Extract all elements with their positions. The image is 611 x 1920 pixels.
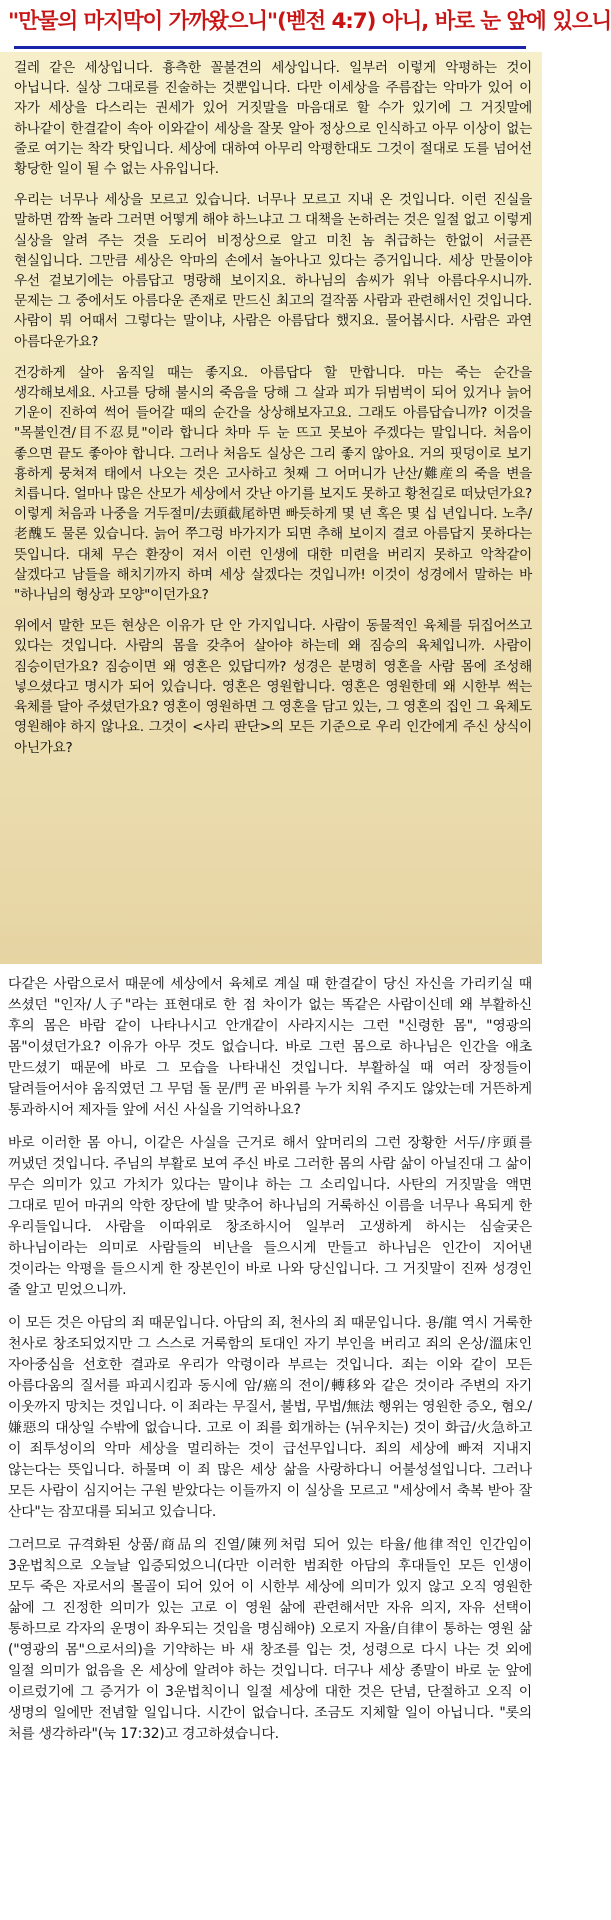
page-title: "만물의 마지막이 가까왔으니"(벧전 4:7) 아니, 바로 눈 앞에 있으니: [8, 9, 611, 34]
paragraph-3: 건강하게 살아 움직일 때는 좋지요. 아름답다 할 만합니다. 마는 죽는 순간을 생각해보세요. 사고를 당해 불시의 죽음을 당해 그 살과 피가 뒤범벅이 되어 있거나 늙어 기운이 진하여 썩어 들어갈 때의 순간을 상상해보자고요. 그래도 아름답습니까? 이것을 "목불인견/目不忍見"이라 합니다 차마 두 눈 뜨고 못보아 주겠다는 말입니다. 처음이 좋으면 끝도 좋아야 합니다. 그러나 처음도 실상은 그리 좋지 않아요. 거의 핏덩이로 보기 흉하게 뭉쳐져 태에서 나오는 것은 고사하고 첫째 그 어머니가 난산/難産의 죽을 변을 치릅니다. 얼마나 많은 산모가 세상에서 갓난 아기를 보지도 못하고 황천길로 떠났던가요? 이렇게 처음과 나중을 거두절미/去頭截尾하면 빠듯하게 몇 년 혹은 몇 십 년입니다. 노추/老醜도 물론 있습니다. 늙어 쭈그렁 바가지가 되면 추해 보이지 결코 아름답지 못하다는 뜻입니다. 대체 무슨 환장이 져서 이런 인생에 대한 미련을 버리지 못하고 악착같이 살겠다고 남들을 해치기까지 하며 세상 살겠다는 것입니까! 이것이 성경에서 말하는 바 "하나님의 형상과 모양"이던가요?: [14, 364, 532, 604]
paragraph-2: 우리는 너무나 세상을 모르고 있습니다. 너무나 모르고 지내 온 것입니다. 이런 진실을 말하면 깜짝 놀라 그러면 어떻게 해야 하느냐고 그 대책을 논하려는 것은 일절 없고 이렇게 실상을 알려 주는 것을 도리어 비정상으로 알고 미친 놈 취급하는 한없이 서글픈 현실입니다. 그만큼 세상은 악마의 손에서 놀아나고 있다는 증거입니다. 세상 만물이야 우선 겉보기에는 아름답고 명랑해 보이지요. 하나님의 솜씨가 워낙 아름다우시니까. 문제는 그 중에서도 아름다운 존재로 만드신 최고의 걸작품 사람과 관련해서인 것입니다. 사람이 뭐 어때서 그렇다는 말이냐, 사람은 아름답다 했지요. 물어봅시다. 사람은 과연 아름다운가요?: [14, 192, 532, 350]
paragraph-8: 그러므로 규격화된 상품/商品의 진열/陳列처럼 되어 있는 타율/他律적인 인간임이 3운법칙으로 오늘날 입증되었으니(다만 이러한 범죄한 아담의 후대들인 모든 인생이 모두 죽은 자로서의 몰골이 되어 있어 이 시한부 세상에 의미가 있지 않고 오직 영원한 삶에 그 진정한 의미가 있는 고로 이 영원 삶에 관련해서만 자유 의지, 자유 선택이 통하므로 각자의 운명이 좌우되는 것임을 명심해야) 오로지 자율/自律이 통하는 영원 삶("영광의 몸"으로서의)을 기약하는 바 새 창조를 입는 것, 성령으로 다시 나는 것 외에 일절 의미가 없음을 온 세상에 알려야 하는 것입니다. 더구나 세상 종말이 바로 눈 앞에 이르렀기에 그 증거가 이 3운법칙이니 일절 세상에 대한 것은 단념, 단절하고 오직 이 생명의 일에만 전념할 일입니다. 시간이 없습니다. 조금도 지체할 일이 아닙니다. "롯의 처를 생각하라"(눅 17:32)고 경고하셨습니다.: [8, 1537, 532, 1742]
paragraph-4: 위에서 말한 모든 현상은 이유가 단 안 가지입니다. 사람이 동물적인 육체를 뒤집어쓰고 있다는 것입니다. 사람의 몸을 갖추어 살아야 하는데 왜 짐승의 육체입니까. 사람이 짐승이던가요? 짐승이면 왜 영혼은 있답디까? 성경은 분명히 영혼을 사람 몸에 조성해 넣으셨다고 명시가 되어 있습니다. 영혼은 영원합니다. 영혼은 영원한데 왜 시한부 썩는 육체를 달아 주셨던가요? 영혼이 영원하면 그 영혼을 담고 있는, 그 영혼의 집인 그 육체도 영원해야 하지 않나요. 그것이 <사리 판단>의 모든 기준으로 우리 인간에게 주신 상식이 아닌가요?: [14, 618, 532, 756]
title-underline: [14, 46, 526, 49]
paragraph-1: 걸레 같은 세상입니다. 흉측한 꼴불견의 세상입니다. 일부러 이렇게 악평하는 것이 아닙니다. 실상 그대로를 진술하는 것뿐입니다. 다만 이세상을 주름잡는 악마가 있어 이 자가 세상을 다스리는 권세가 있어 거짓말을 마음대로 할 수가 있기에 그 거짓말에 하나같이 한결같이 속아 이와같이 세상을 잘못 알아 정상으로 인식하고 아무 이상이 없는 줄로 여기는 착각 탓입니다. 세상에 대하여 아무리 악평한대도 그것이 절대로 도를 넘어선 황당한 일이 될 수 없는 사유입니다.: [14, 60, 532, 178]
paragraph-5: 다같은 사람으로서 때문에 세상에서 육체로 계실 때 한결같이 당신 자신을 가리키실 때 쓰셨던 "인자/人子"라는 표현대로 한 점 차이가 없는 똑같은 사람이신데 왜 부활하신 후의 몸은 바람 같이 나타나시고 안개같이 사라지시는 그런 "신령한 몸", "영광의 몸"이셨던가요? 이유가 아무 것도 없습니다. 바로 그런 몸으로 하나님은 인간을 애초 만드셨기 때문에 바로 그 모습을 나타내신 것입니다. 부활하실 때 여러 장정들이 달려들어서야 움직였던 그 무덤 돌 문/門 곧 바위를 누가 치워 주지도 않았는데 거뜬하게 통과하시어 제자들 앞에 서신 사실을 기억하나요?: [8, 976, 532, 1118]
lower-text-panel: [0, 966, 542, 1920]
upper-text-panel: [0, 52, 542, 964]
paragraph-7: 이 모든 것은 아담의 죄 때문입니다. 아담의 죄, 천사의 죄 때문입니다. 용/龍 역시 거룩한 천사로 창조되었지만 그 스스로 거룩함의 토대인 자기 부인을 버리고 죄의 온상/溫床인 자아중심을 선호한 결과로 우리가 악령이라 부르는 것입니다. 죄는 이와 같이 모든 아름다움의 질서를 파괴시킴과 동시에 암/癌의 전이/轉移와 같은 것이라 주변의 자기 이웃까지 망치는 것입니다. 이 죄라는 무질서, 불법, 무법/無法 행위는 영원한 증오, 혐오/嫌惡의 대상일 수밖에 없습니다. 고로 이 죄를 회개하는 (뉘우치는) 것이 화급/火急하고 이 죄투성이의 악마 세상을 멀리하는 것이 급선무입니다. 죄의 세상에 빠져 지내지 않는다는 뜻입니다. 하물며 이 죄 많은 세상 삶을 사랑하다니 어불성설입니다. 그러나 모든 사람이 심지어는 구원 받았다는 이들까지 이 실상을 모르고 "세상에서 축복 받아 잘 산다"는 잠꼬대를 되뇌고 있습니다.: [8, 1315, 532, 1520]
paragraph-6: 바로 이러한 몸 아니, 이같은 사실을 근거로 해서 앞머리의 그런 장황한 서두/序頭를 꺼냈던 것입니다. 주님의 부활로 보여 주신 바로 그러한 몸의 사람 삶이 아닐진대 그 삶이 무슨 의미가 있고 가치가 있다는 말이냐 하는 그 소리입니다. 사탄의 거짓말을 액면 그대로 믿어 마귀의 악한 장단에 발 맞추어 하나님의 거룩하신 이름을 너무나 욕되게 한 우리들입니다. 사람을 이따위로 창조하시어 일부러 고생하게 하시는 심술궂은 하나님이라는 의미로 사람들의 비난을 들으시게 만들고 하나님은 인간이 지어낸 것이라는 악평을 들으시게 한 장본인이 바로 나와 당신입니다. 그 거짓말이 진짜 성경인 줄 알고 믿었으니까.: [8, 1135, 532, 1298]
